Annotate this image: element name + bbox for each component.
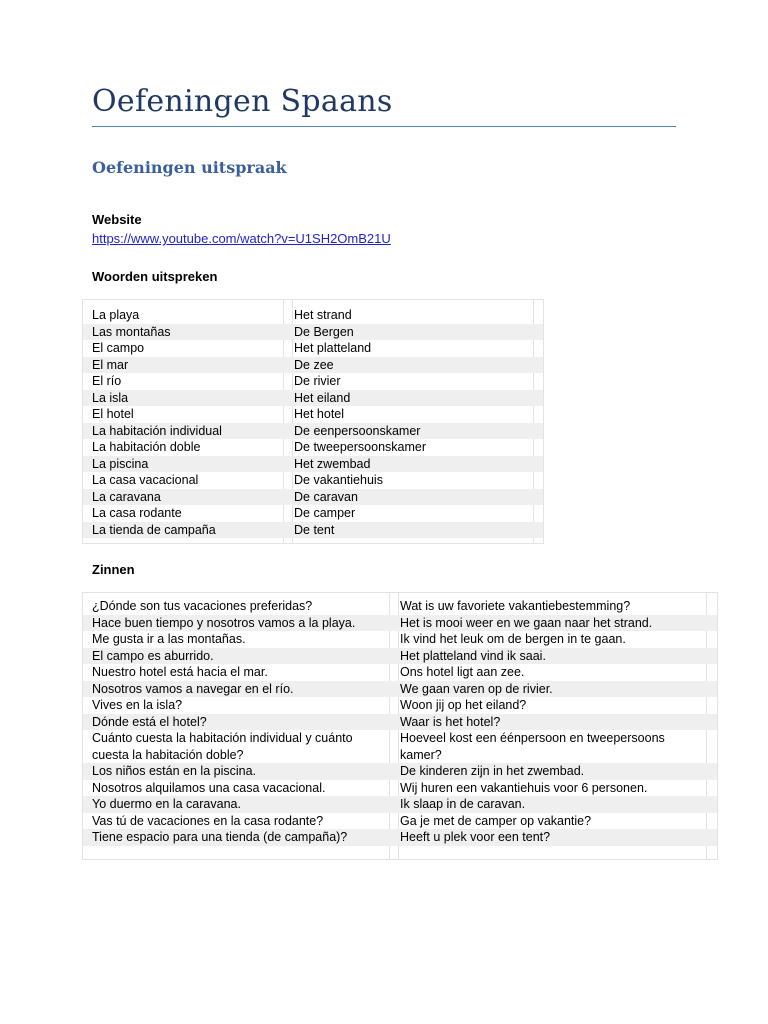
dutch-text: De tweepersoonskamer — [294, 440, 427, 454]
dutch-text: Hoeveel kost een éénpersoon en tweepersoons kamer? — [400, 731, 665, 762]
dutch-text: Het eiland — [294, 390, 351, 405]
dutch-text: Waar is het hotel? — [400, 714, 501, 729]
word-row — [83, 340, 543, 357]
dutch-text: Ons hotel ligt aan zee. — [400, 665, 525, 679]
sentence-row — [83, 631, 717, 648]
dutch-text: Het hotel — [294, 407, 345, 421]
spanish-text: La isla — [92, 390, 129, 405]
dutch-text: De tent — [294, 522, 335, 537]
spanish-text: La caravana — [92, 489, 161, 504]
sentence-row — [83, 714, 717, 731]
sentence-row — [83, 697, 717, 714]
dutch-text: De zee — [294, 357, 334, 372]
website-label: Website — [92, 212, 142, 227]
dutch-text: De vakantiehuis — [294, 473, 383, 487]
spanish-text: Cuánto cuesta la habitación individual y cuánto cuesta la habitación doble? — [92, 731, 353, 762]
dutch-text: Ik slaap in de caravan. — [400, 797, 526, 811]
word-row — [83, 373, 543, 390]
dutch-text: De Bergen — [294, 324, 354, 339]
spanish-text: El mar — [92, 357, 129, 372]
dutch-text: De rivier — [294, 374, 341, 388]
dutch-text: Het platteland vind ik saai. — [400, 648, 546, 663]
dutch-text: Wij huren een vakantiehuis voor 6 personen. — [400, 780, 648, 795]
dutch-text: Het platteland — [294, 341, 372, 355]
sentence-row — [83, 664, 717, 681]
word-row — [83, 423, 543, 440]
word-row — [83, 390, 543, 407]
spanish-text: Nosotros alquilamos una casa vacacional. — [92, 780, 326, 795]
word-row — [83, 505, 543, 522]
word-row — [83, 357, 543, 374]
word-row — [83, 439, 543, 456]
dutch-text: De caravan — [294, 489, 358, 504]
spanish-text: Vas tú de vacaciones en la casa rodante? — [92, 813, 324, 828]
sentence-row — [83, 796, 717, 813]
spanish-text: La casa vacacional — [92, 473, 199, 487]
sentence-row — [83, 780, 717, 797]
sentences-heading: Zinnen — [92, 562, 135, 577]
spanish-text: La piscina — [92, 456, 149, 471]
word-row — [83, 406, 543, 423]
word-row — [83, 307, 543, 324]
words-heading: Woorden uitspreken — [92, 269, 218, 284]
spanish-text: Hace buen tiempo y nosotros vamos a la playa. — [92, 615, 356, 630]
sentence-row — [83, 598, 717, 615]
spanish-text: Las montañas — [92, 324, 171, 339]
dutch-text: We gaan varen op de rivier. — [400, 681, 553, 696]
sentence-row — [83, 730, 717, 763]
spanish-text: Tiene espacio para una tienda (de campaña)? — [92, 830, 348, 844]
website-link[interactable]: https://www.youtube.com/watch?v=U1SH2OmB21U — [92, 231, 391, 246]
sentence-row — [83, 648, 717, 665]
dutch-text: Het is mooi weer en we gaan naar het strand. — [400, 615, 653, 630]
dutch-text: Het zwembad — [294, 456, 371, 471]
section-heading: Oefeningen uitspraak — [92, 158, 287, 177]
sentence-row — [83, 681, 717, 698]
spanish-text: El río — [92, 374, 122, 388]
dutch-text: Wat is uw favoriete vakantiebestemming? — [400, 599, 631, 613]
dutch-text: De camper — [294, 506, 356, 520]
page-title: Oefeningen Spaans — [92, 84, 676, 127]
spanish-text: Nuestro hotel está hacia el mar. — [92, 665, 268, 679]
sentence-row — [83, 763, 717, 780]
spanish-text: Dónde está el hotel? — [92, 714, 207, 729]
sentences-table — [82, 592, 718, 860]
sentence-row — [83, 813, 717, 830]
spanish-text: La casa rodante — [92, 506, 182, 520]
spanish-text: Yo duermo en la caravana. — [92, 797, 241, 811]
word-row — [83, 522, 543, 539]
dutch-text: Heeft u plek voor een tent? — [400, 830, 551, 844]
spanish-text: Me gusta ir a las montañas. — [92, 632, 246, 646]
spanish-text: El campo — [92, 341, 145, 355]
words-table — [82, 299, 544, 544]
spanish-text: Nosotros vamos a navegar en el río. — [92, 681, 294, 696]
dutch-text: De eenpersoonskamer — [294, 423, 421, 438]
spanish-text: El hotel — [92, 407, 134, 421]
spanish-text: La habitación doble — [92, 440, 201, 454]
spanish-text: ¿Dónde son tus vacaciones preferidas? — [92, 599, 313, 613]
dutch-text: Het strand — [294, 308, 352, 322]
spanish-text: La tienda de campaña — [92, 522, 216, 537]
spanish-text: La playa — [92, 308, 140, 322]
spanish-text: La habitación individual — [92, 423, 222, 438]
spanish-text: El campo es aburrido. — [92, 648, 214, 663]
dutch-text: Woon jij op het eiland? — [400, 698, 527, 712]
word-row — [83, 489, 543, 506]
spanish-text: Los niños están en la piscina. — [92, 764, 256, 778]
sentence-row — [83, 615, 717, 632]
word-row — [83, 456, 543, 473]
word-row — [83, 472, 543, 489]
sentence-row — [83, 829, 717, 846]
word-row — [83, 324, 543, 341]
dutch-text: Ga je met de camper op vakantie? — [400, 813, 592, 828]
dutch-text: Ik vind het leuk om de bergen in te gaan. — [400, 632, 626, 646]
spanish-text: Vives en la isla? — [92, 698, 183, 712]
dutch-text: De kinderen zijn in het zwembad. — [400, 764, 585, 778]
